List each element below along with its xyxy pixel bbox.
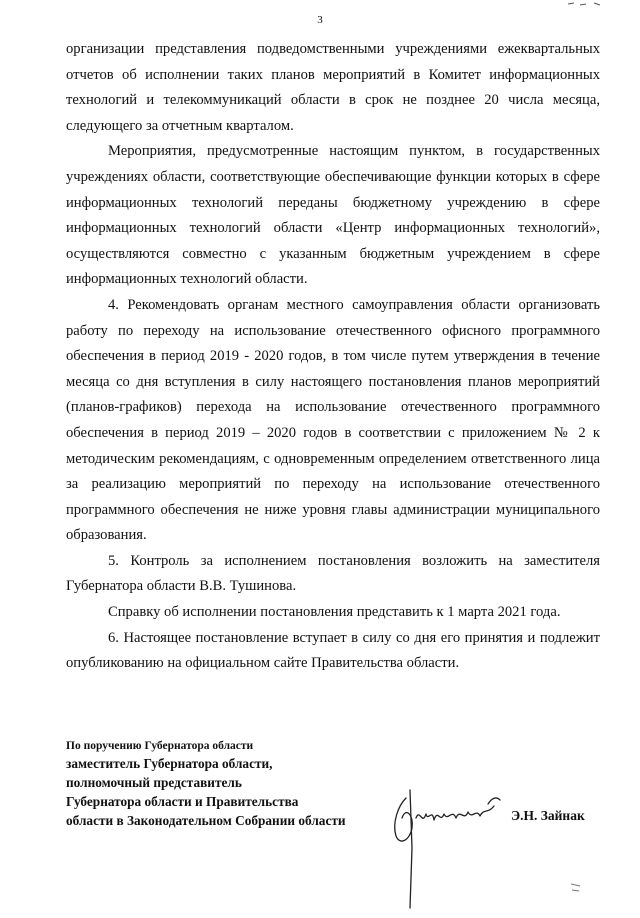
signatory-position-line-4: области в Законодательном Собрании области xyxy=(66,813,346,828)
signatory-name: Э.Н. Зайнак xyxy=(511,808,585,823)
paragraph-continuation: организации представления подведомственными учреждениями ежеквартальных отчетов об исполнении таких планов мероприятий в Комитет информационных технологий и телекоммуникаций области в срок не позднее 20 числа месяца, следующего за отчетным кварталом. xyxy=(66,41,600,134)
signatory-authority: По поручению Губернатора области xyxy=(66,740,254,752)
document-body xyxy=(66,37,600,677)
paragraph-measures: Мероприятия, предусмотренные настоящим пунктом, в государственных учреждениях области, соответствующие обеспечивающие функции которых в сфере информационных технологий переданы бюджетному учреждению в сфере информационных технологий области «Центр информационных технологий», осуществляются совместно с указанным бюджетным учреждением в сфере информационных технологий области. xyxy=(66,143,600,288)
signatory-position-line-1: заместитель Губернатора области, xyxy=(66,756,273,771)
scan-corner-mark xyxy=(566,0,606,8)
signatory-position-line-2: полномочный представитель xyxy=(66,775,242,790)
signatory-position-line-3: Губернатора области и Правительства xyxy=(66,794,299,809)
signature-block xyxy=(66,738,600,830)
scan-artifact-mark xyxy=(568,880,584,896)
paragraph-item-5: 5. Контроль за исполнением постановления возложить на заместителя Губернатора области В.В. Тушинова. xyxy=(66,552,600,595)
handwritten-signature xyxy=(376,778,516,918)
paragraph-item-6: 6. Настоящее постановление вступает в силу со дня его принятия и подлежит опубликованию на официальном сайте Правительства области. xyxy=(66,629,600,672)
paragraph-item-4: 4. Рекомендовать органам местного самоуправления области организовать работу по переходу на использование отечественного офисного программного обеспечения в период 2019 - 2020 годов, в том числе путем утверждения в течение месяца со дня вступления в силу настоящего постановления планов мероприятий (планов-графиков) перехода на использование отечественного программного обеспечения в период 2019 – 2020 годов в соответствии с приложением № 2 к методическим рекомендациям, с одновременным определением ответственного лица за реализацию мероприятий по переходу на использование отечественного программного обеспечения не ниже уровня главы администрации муниципального образования. xyxy=(66,296,600,544)
paragraph-report: Справку об исполнении постановления представить к 1 марта 2021 года. xyxy=(108,604,561,621)
page-number: 3 xyxy=(317,14,323,26)
